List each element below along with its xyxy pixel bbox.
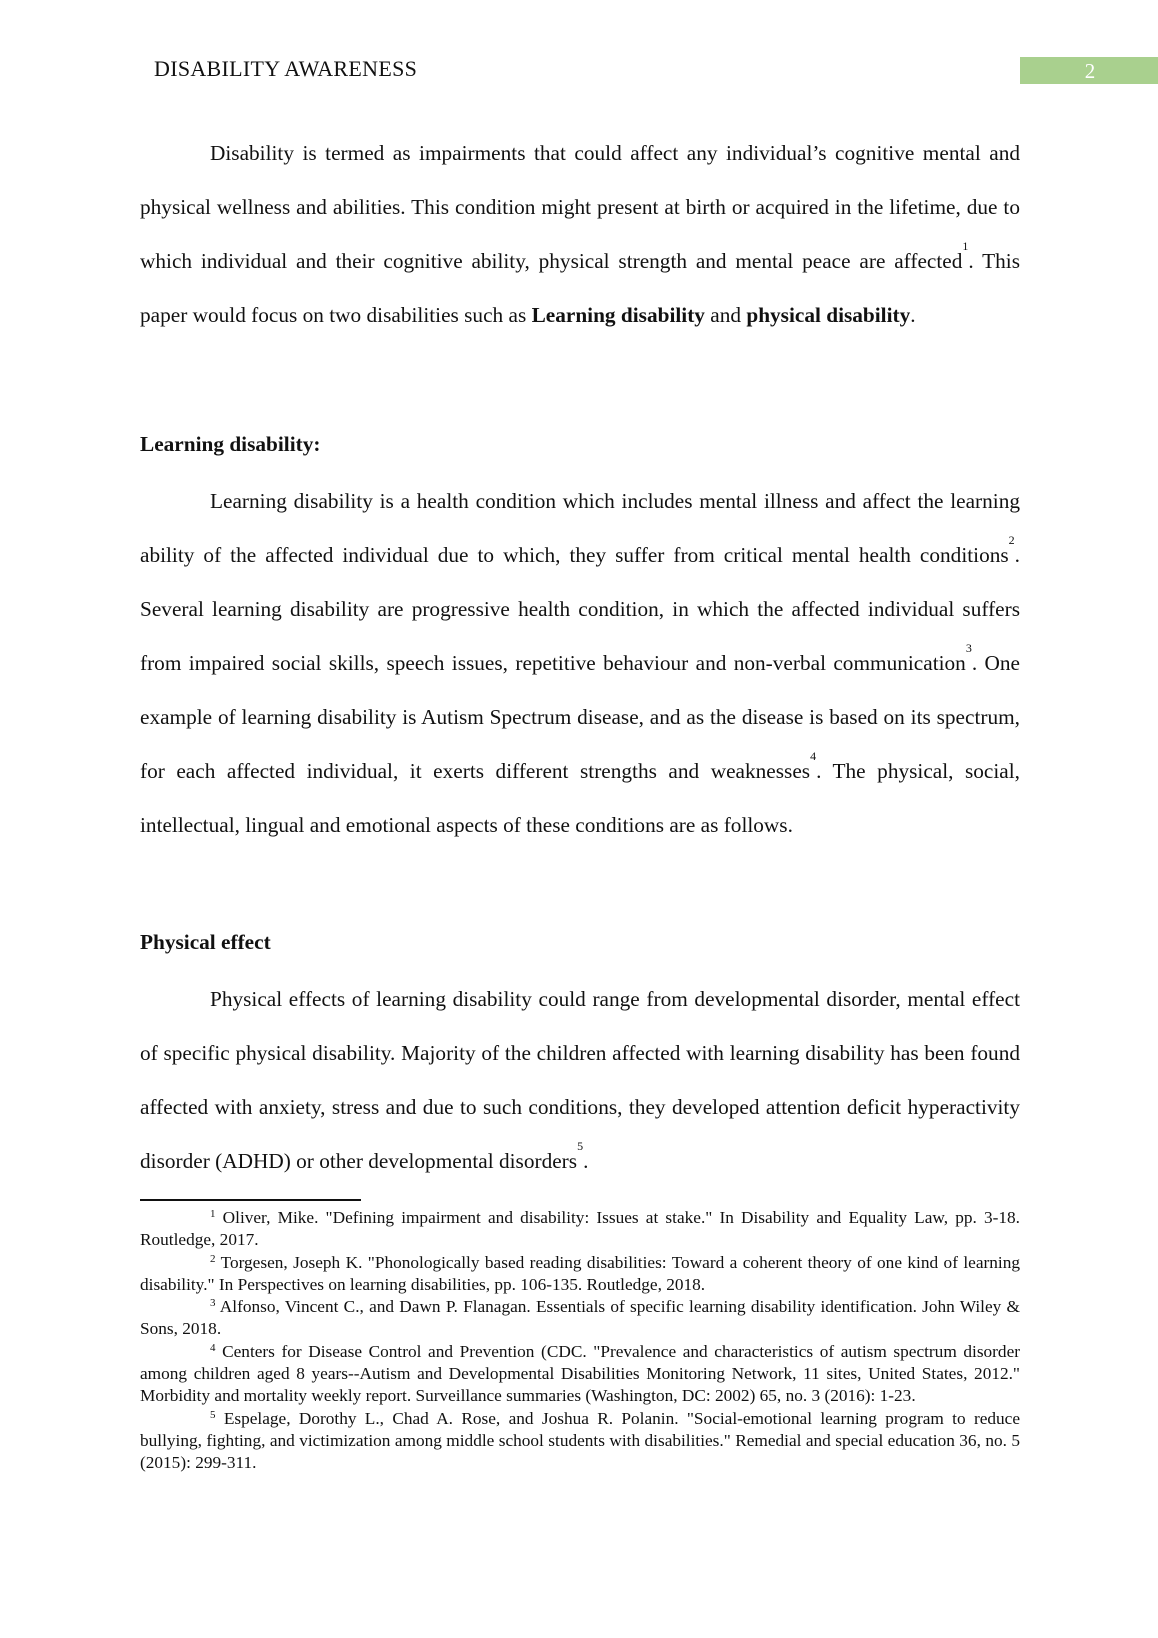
footnote-5 xyxy=(140,1408,1020,1475)
footnote-text: Torgesen, Joseph K. "Phonologically based reading disabilities: Toward a coherent theory of one kind of learning disability." In Perspectives on learning disabilities, pp. 106-135. Routledge, 2018. xyxy=(140,1252,1020,1294)
heading-physical-effect: Physical effect xyxy=(140,930,271,954)
footnote-ref[interactable]: 3 xyxy=(965,641,972,655)
body-text: Learning disability is a health condition which includes mental illness and affect the learning ability of the affected individual due to which, they suffer from critical mental health conditions xyxy=(140,489,1020,567)
body-text: . Several learning disability are progressive health condition, in which the affected individual suffers from impaired social skills, speech issues, repetitive behaviour and non-verbal communication xyxy=(140,543,1020,675)
body-text: Physical effects of learning disability could range from developmental disorder, mental effect of specific physical disability. Majority of the children affected with learning disability has been found affected with anxiety, stress and due to such conditions, they developed attention deficit hyperactivity disorder (ADHD) or other developmental disorders xyxy=(140,987,1020,1173)
intro-text: . This paper would focus on two disabilities such as xyxy=(140,249,1020,327)
body-text: . The physical, social, intellectual, lingual and emotional aspects of these conditions are as follows. xyxy=(140,759,1020,837)
footnote-number: 4 xyxy=(210,1341,216,1354)
bold-term-physical: physical disability xyxy=(746,303,911,327)
footnote-ref[interactable]: 5 xyxy=(577,1139,584,1153)
intro-text: . xyxy=(910,303,916,327)
footnote-2 xyxy=(140,1252,1020,1297)
footnote-ref[interactable]: 2 xyxy=(1008,533,1015,547)
body-text: . One example of learning disability is Autism Spectrum disease, and as the disease is based on its spectrum, for each affected individual, it exerts different strengths and weaknesses xyxy=(140,651,1020,783)
footnote-1 xyxy=(140,1207,1020,1252)
footnote-number: 5 xyxy=(210,1408,216,1421)
footnote-text: Oliver, Mike. "Defining impairment and disability: Issues at stake." In Disability and Equality Law, pp. 3-18. Routledge, 2017. xyxy=(140,1208,1020,1250)
learning-paragraph xyxy=(140,474,1020,852)
running-header: DISABILITY AWARENESS xyxy=(154,56,418,81)
intro-text: Disability is termed as impairments that could affect any individual’s cognitive mental and physical wellness and abilities. This condition might present at birth or acquired in the lifetime, due to which individual and their cognitive ability, physical strength and mental peace are affected xyxy=(140,141,1020,273)
footnote-text: Alfonso, Vincent C., and Dawn P. Flanagan. Essentials of specific learning disability identification. John Wiley & Sons, 2018. xyxy=(140,1297,1020,1339)
footnote-separator xyxy=(140,1199,361,1201)
footnote-ref[interactable]: 1 xyxy=(962,239,969,253)
page-number: 2 xyxy=(1020,57,1158,84)
footnote-text: Espelage, Dorothy L., Chad A. Rose, and Joshua R. Polanin. "Social-emotional learning program to reduce bullying, fighting, and victimization among middle school students with disabilities." Remedial and special education 36, no. 5 (2015): 299-311. xyxy=(140,1408,1020,1473)
physical-section xyxy=(140,972,1020,1188)
body-text: . xyxy=(583,1149,589,1173)
intro-section xyxy=(140,126,1020,342)
footnote-number: 2 xyxy=(210,1252,216,1265)
intro-paragraph xyxy=(140,126,1020,342)
footnote-ref[interactable]: 4 xyxy=(810,749,817,763)
footnote-4 xyxy=(140,1341,1020,1408)
footnote-text: Centers for Disease Control and Prevention (CDC. "Prevalence and characteristics of autism spectrum disorder among children aged 8 years--Autism and Developmental Disabilities Monitoring Network, 11 sites, United States, 2012." Morbidity and mortality weekly report. Surveillance summaries (Washington, DC: 2002) 65, no. 3 (2016): 1-23. xyxy=(140,1341,1020,1406)
physical-paragraph xyxy=(140,972,1020,1188)
footnotes xyxy=(140,1207,1020,1475)
heading-learning-disability: Learning disability: xyxy=(140,432,321,456)
bold-term-learning: Learning disability xyxy=(531,303,705,327)
intro-text: and xyxy=(704,303,747,327)
footnote-3 xyxy=(140,1296,1020,1341)
footnote-number: 3 xyxy=(210,1297,216,1310)
footnote-number: 1 xyxy=(210,1208,216,1220)
learning-section xyxy=(140,474,1020,852)
